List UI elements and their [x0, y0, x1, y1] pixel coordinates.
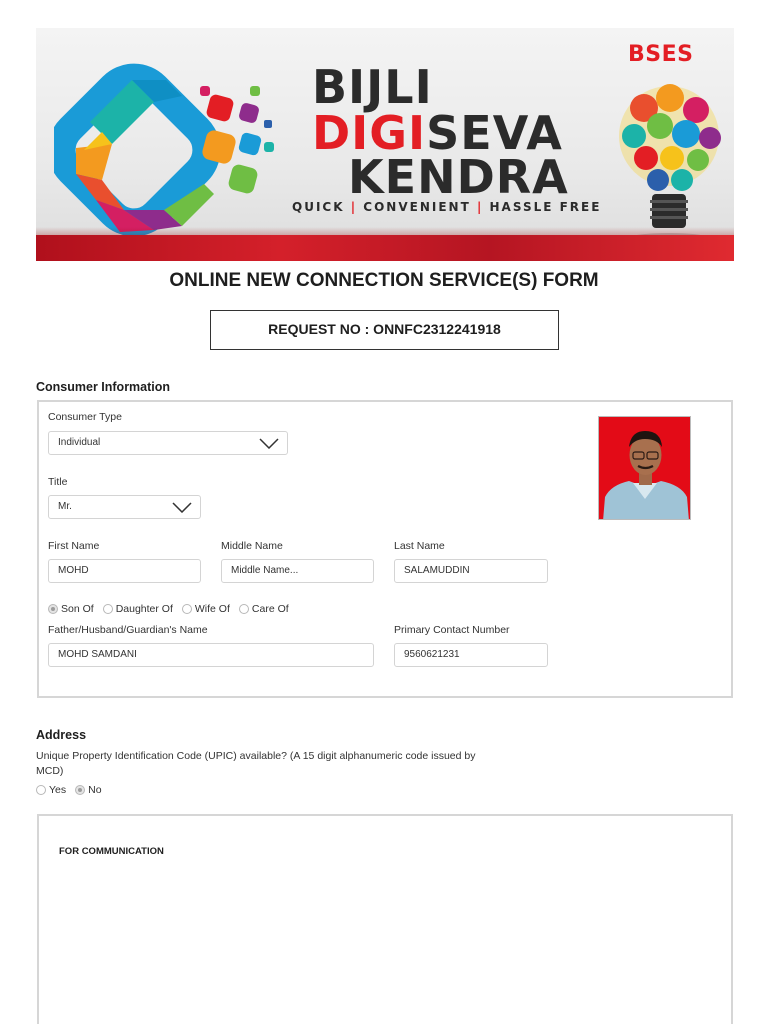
consumer-type-select[interactable]	[48, 431, 288, 455]
banner-line-3: KENDRA	[348, 150, 569, 204]
banner-tagline	[292, 200, 601, 214]
relation-son-of-label: Son Of	[61, 603, 94, 615]
relation-son-of-radio[interactable]	[48, 604, 58, 614]
relation-radio-group	[48, 603, 298, 615]
tagline-hassle-free: HASSLE FREE	[489, 200, 602, 214]
lightbulb-icon	[614, 78, 724, 246]
guardian-name-label: Father/Husband/Guardian's Name	[48, 624, 208, 636]
relation-daughter-of-label: Daughter Of	[115, 603, 173, 615]
digiseva-logo-icon	[54, 50, 274, 250]
upic-question: Unique Property Identification Code (UPIC) available? (A 15 digit alphanumeric code issued by MCD)	[36, 750, 476, 777]
title-value: Mr.	[58, 501, 72, 512]
first-name-label: First Name	[48, 540, 100, 552]
consumer-type-label: Consumer Type	[48, 411, 122, 423]
last-name-label: Last Name	[394, 540, 445, 552]
upic-yes-label: Yes	[49, 784, 67, 796]
banner-red-strip	[36, 235, 734, 261]
chevron-down-icon	[172, 502, 192, 513]
for-communication-label: FOR COMMUNICATION	[59, 846, 164, 857]
form-title: ONLINE NEW CONNECTION SERVICE(S) FORM	[169, 270, 599, 291]
tagline-quick: QUICK	[292, 200, 345, 214]
banner-line-1: BIJLI	[312, 60, 433, 114]
banner-seva: SEVA	[426, 106, 563, 160]
address-heading: Address	[36, 728, 87, 742]
upic-no-label: No	[88, 784, 102, 796]
person-photo-icon	[599, 417, 691, 520]
contact-number-input[interactable]: 9560621231	[394, 643, 548, 667]
upic-no-radio[interactable]	[75, 785, 85, 795]
relation-wife-of-radio[interactable]	[182, 604, 192, 614]
consumer-info-heading: Consumer Information	[36, 380, 171, 394]
guardian-name-input[interactable]: MOHD SAMDANI	[48, 643, 374, 667]
first-name-input[interactable]: MOHD	[48, 559, 201, 583]
relation-care-of-radio[interactable]	[239, 604, 249, 614]
bses-logo: BSES	[628, 42, 694, 67]
title-label: Title	[48, 476, 68, 488]
relation-daughter-of-radio[interactable]	[103, 604, 113, 614]
banner-digi: DIGI	[312, 106, 427, 160]
upic-radio-group	[36, 784, 111, 796]
tagline-separator: |	[350, 200, 358, 214]
relation-wife-of-label: Wife Of	[194, 603, 230, 615]
chevron-down-icon	[259, 438, 279, 449]
header-banner	[36, 28, 734, 261]
title-select[interactable]	[48, 495, 201, 519]
consumer-photo	[598, 416, 691, 520]
tagline-convenient: CONVENIENT	[363, 200, 471, 214]
last-name-input[interactable]: SALAMUDDIN	[394, 559, 548, 583]
relation-care-of-label: Care Of	[251, 603, 289, 615]
contact-number-label: Primary Contact Number	[394, 624, 510, 636]
middle-name-label: Middle Name	[221, 540, 283, 552]
middle-name-input[interactable]: Middle Name...	[221, 559, 374, 583]
request-number-box: REQUEST NO : ONNFC2312241918	[210, 310, 559, 350]
consumer-type-value: Individual	[58, 437, 101, 448]
upic-yes-radio[interactable]	[36, 785, 46, 795]
tagline-separator: |	[476, 200, 484, 214]
